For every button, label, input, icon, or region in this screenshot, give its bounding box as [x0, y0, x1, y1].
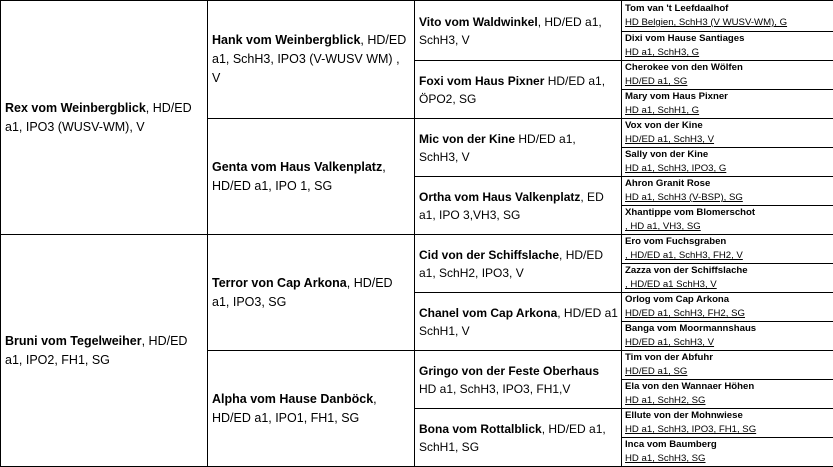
- dog-name: Ero vom Fuchsgraben: [625, 235, 831, 249]
- dog-name: Alpha vom Hause Danböck: [212, 392, 373, 406]
- dog-name: Ela von den Wannaer Höhen: [625, 380, 831, 394]
- dog-name: Mic von der Kine: [419, 132, 515, 146]
- generation-4-cell: [622, 90, 833, 119]
- dog-titles: HD/ED a1, SchH3, V: [419, 132, 576, 164]
- dog-titles: HD a1, SchH1, G: [625, 104, 831, 118]
- dog-name: Banga vom Moormannshaus: [625, 322, 831, 336]
- dog-titles: HD a1, SchH3, SG: [625, 452, 831, 466]
- dog-titles: HD a1, SchH2, SG: [625, 394, 831, 408]
- dog-titles: HD Belgien, SchH3 (V WUSV-WM), G: [625, 16, 831, 30]
- generation-4-cell: [622, 409, 833, 438]
- dog-titles: , HD/ED a1, SchH3, IPO3 (V-WUSV WM) , V: [212, 33, 406, 85]
- dog-titles: , HD/ED a1, IPO1, FH1, SG: [212, 392, 377, 425]
- dog-titles: HD a1, SchH3, IPO3, FH1, SG: [625, 423, 831, 437]
- generation-3-cell: [415, 61, 622, 119]
- dog-titles: , ED a1, IPO 3,VH3, SG: [419, 190, 604, 222]
- dog-name: Vox von der Kine: [625, 119, 831, 133]
- generation-3-cell: [415, 119, 622, 177]
- dog-titles: , HD/ED a1, SchH3, FH2, V: [625, 249, 831, 263]
- generation-3-cell: [415, 235, 622, 293]
- dog-name: Chanel vom Cap Arkona: [419, 306, 557, 320]
- dog-name: Dixi vom Hause Santiages: [625, 32, 831, 46]
- generation-4-cell: [622, 235, 833, 264]
- generation-4-cell: [622, 148, 833, 177]
- dog-name: Tim von der Abfuhr: [625, 351, 831, 365]
- generation-3-cell: [415, 1, 622, 61]
- generation-2-cell: [208, 1, 415, 119]
- generation-4-cell: [622, 351, 833, 380]
- generation-1-cell: [1, 1, 208, 235]
- dog-name: Rex vom Weinbergblick: [5, 101, 146, 115]
- dog-titles: , HD a1, VH3, SG: [625, 220, 831, 234]
- generation-2-cell: [208, 351, 415, 467]
- dog-titles: , HD/ED a1 SchH3, V: [625, 278, 831, 292]
- dog-name: Bona vom Rottalblick: [419, 422, 542, 436]
- dog-name: Ahron Granit Rose: [625, 177, 831, 191]
- dog-name: Tom van 't Leefdaalhof: [625, 2, 831, 16]
- dog-name: Foxi vom Haus Pixner: [419, 74, 544, 88]
- generation-3-cell: [415, 177, 622, 235]
- dog-name: Mary vom Haus Pixner: [625, 90, 831, 104]
- dog-name: Inca vom Baumberg: [625, 438, 831, 452]
- generation-2-cell: [208, 119, 415, 235]
- dog-titles: , HD/ED a1, IPO3 (WUSV-WM), V: [5, 101, 192, 134]
- dog-titles: HD/ED a1, ÖPO2, SG: [419, 74, 605, 106]
- generation-4-cell: [622, 177, 833, 206]
- dog-titles: HD/ED a1, SchH3, FH2, SG: [625, 307, 831, 321]
- dog-name: Ellute von der Mohnwiese: [625, 409, 831, 423]
- dog-titles: , HD/ED a1, IPO3, SG: [212, 276, 393, 309]
- dog-titles: HD/ED a1, SchH3, V: [625, 133, 831, 147]
- generation-4-cell: [622, 32, 833, 61]
- dog-titles: , HD/ED a1, SchH2, IPO3, V: [419, 248, 603, 280]
- dog-name: Hank vom Weinbergblick: [212, 33, 360, 47]
- dog-name: Vito vom Waldwinkel: [419, 15, 538, 29]
- dog-name: Terror von Cap Arkona: [212, 276, 347, 290]
- dog-name: Genta vom Haus Valkenplatz: [212, 160, 382, 174]
- dog-name: Cid von der Schiffslache: [419, 248, 559, 262]
- generation-4-cell: [622, 380, 833, 409]
- dog-titles: HD a1, SchH3, IPO3, FH1,V: [419, 382, 570, 396]
- pedigree-row: [1, 1, 833, 32]
- dog-name: Bruni vom Tegelweiher: [5, 334, 142, 348]
- generation-3-cell: [415, 293, 622, 351]
- generation-2-cell: [208, 235, 415, 351]
- dog-titles: HD/ED a1, SG: [625, 365, 831, 379]
- dog-name: Cherokee von den Wölfen: [625, 61, 831, 75]
- generation-4-cell: [622, 119, 833, 148]
- dog-name: Xhantippe vom Blomerschot: [625, 206, 831, 220]
- dog-titles: HD a1, SchH3, G: [625, 46, 831, 60]
- dog-titles: HD/ED a1, SG: [625, 75, 831, 89]
- generation-3-cell: [415, 351, 622, 409]
- dog-name: Orlog vom Cap Arkona: [625, 293, 831, 307]
- dog-titles: , HD/ED a1, SchH1, SG: [419, 422, 606, 454]
- generation-1-cell: [1, 235, 208, 467]
- dog-name: Zazza von der Schiffslache: [625, 264, 831, 278]
- dog-titles: , HD/ED a1, SchH3, V: [419, 15, 602, 47]
- dog-titles: , HD/ED a1, IPO2, FH1, SG: [5, 334, 187, 367]
- generation-4-cell: [622, 206, 833, 235]
- dog-titles: , HD/ED a1, IPO 1, SG: [212, 160, 386, 193]
- generation-3-cell: [415, 409, 622, 467]
- generation-4-cell: [622, 1, 833, 32]
- generation-4-cell: [622, 438, 833, 467]
- dog-name: Gringo von der Feste Oberhaus: [419, 364, 599, 378]
- dog-name: Ortha vom Haus Valkenplatz: [419, 190, 580, 204]
- dog-titles: HD a1, SchH3, IPO3, G: [625, 162, 831, 176]
- generation-4-cell: [622, 264, 833, 293]
- dog-titles: , HD/ED a1 SchH1, V: [419, 306, 618, 338]
- generation-4-cell: [622, 293, 833, 322]
- generation-4-cell: [622, 322, 833, 351]
- dog-titles: HD a1, SchH3 (V-BSP), SG: [625, 191, 831, 205]
- dog-name: Sally von der Kine: [625, 148, 831, 162]
- pedigree-row: [1, 235, 833, 264]
- generation-4-cell: [622, 61, 833, 90]
- dog-titles: HD/ED a1, SchH3, V: [625, 336, 831, 350]
